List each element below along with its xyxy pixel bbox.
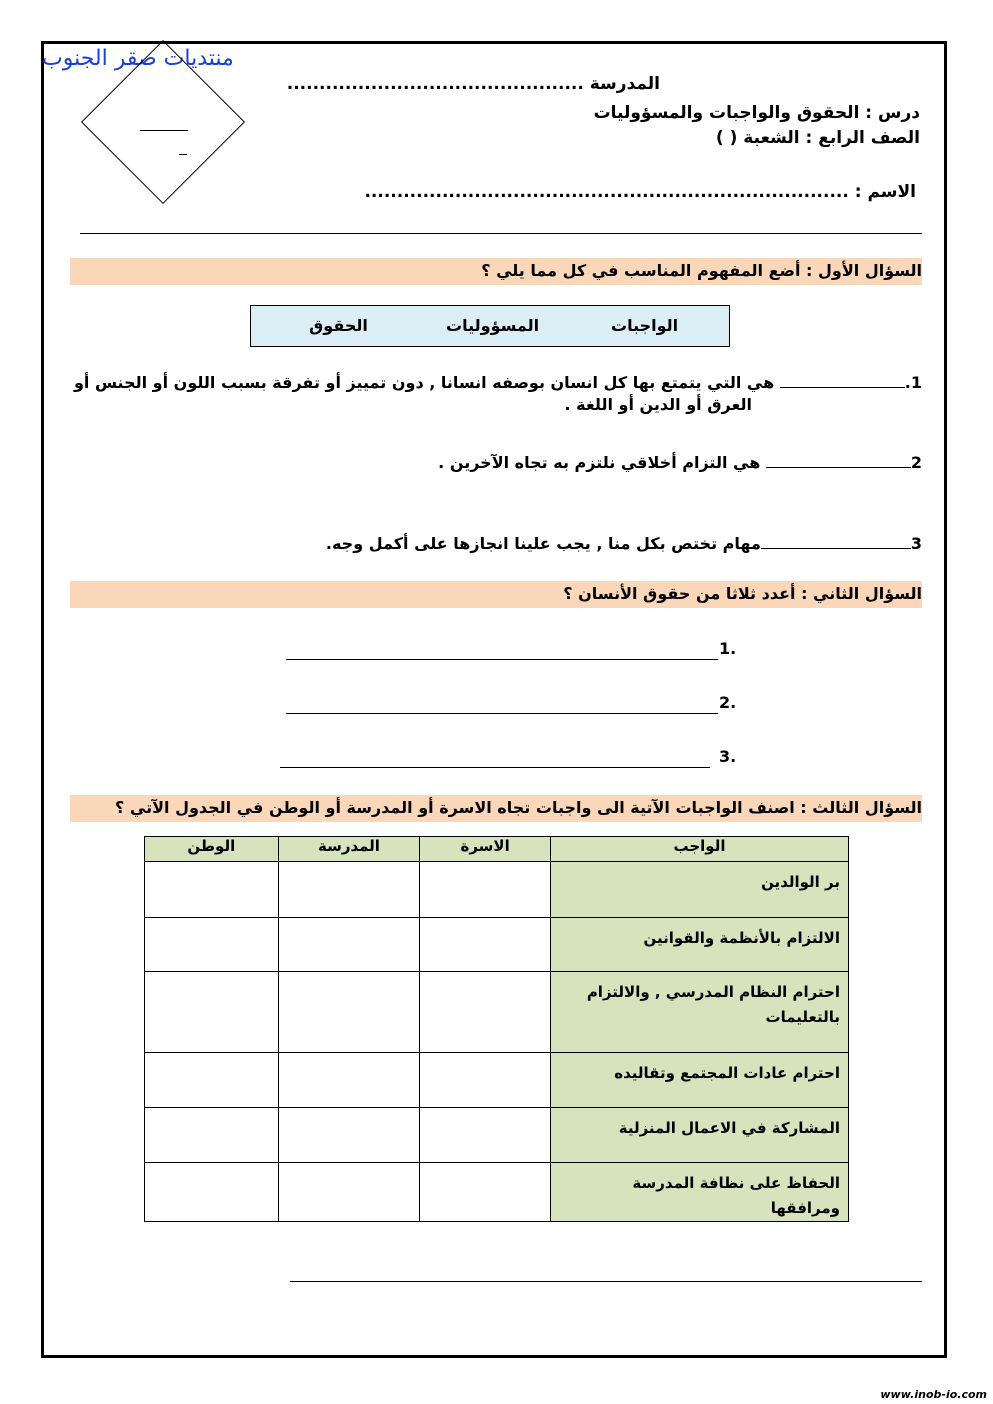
concept-box [250,305,730,347]
table-row [145,862,849,918]
q1-item-2-text: هي التزام أخلاقي نلتزم به تجاه الآخرين . [438,453,761,472]
q1-item-2-blank[interactable] [766,467,911,468]
q1-item-3-text: مهام تختص بكل منا , يجب علينا انجازها على أكمل وجه. [325,534,761,553]
school-field: المدرسة .............................................. [286,74,660,94]
concept-duties: الواجبات [611,316,679,335]
family-cell[interactable] [420,972,551,1053]
q2-item-2-blank[interactable] [286,713,718,714]
duty-cell: المشاركة في الاعمال المنزلية [550,1108,848,1163]
duty-cell: احترام النظام المدرسي , والالتزام بالتعليمات [550,972,848,1053]
table-row [145,918,849,972]
q1-item-1-number: 1. [904,373,922,392]
q1-item-1 [73,372,922,416]
school-cell[interactable] [278,1053,420,1108]
grade-field: الصف الرابع : الشعبة ( ) [715,128,920,148]
table-row [145,1163,849,1222]
family-cell[interactable] [420,1053,551,1108]
table-row [145,1108,849,1163]
homeland-cell[interactable] [145,1053,279,1108]
col-school: المدرسة [278,837,420,862]
duty-cell: بر الوالدين [550,862,848,918]
duty-cell: الالتزام بالأنظمة والقوانين [550,918,848,972]
lesson-title: درس : الحقوق والواجبات والمسؤوليات [593,103,920,123]
q1-title: السؤال الأول : أضع المفهوم المناسب في كل مما يلي ؟ [481,261,922,280]
duty-cell: احترام عادات المجتمع وتقاليده [550,1053,848,1108]
q1-item-3-blank[interactable] [761,548,911,549]
table-row [145,1053,849,1108]
q2-item-2-number: 2. [719,693,737,712]
q1-item-2-number: 2 [910,453,922,472]
family-cell[interactable] [420,918,551,972]
family-cell[interactable] [420,862,551,918]
family-cell[interactable] [420,1163,551,1222]
homeland-cell[interactable] [145,862,279,918]
q1-item-1-text: هي التي يتمتع بها كل انسان بوصفه انسانا , دون تمييز أو تفرقة بسبب اللون أو الجنس أو [73,373,775,392]
q1-item-1-blank[interactable] [780,387,905,388]
q2-item-1-number: 1. [719,639,737,658]
school-cell[interactable] [278,972,420,1053]
name-field: الاسم : ........................................................................... [364,182,916,202]
school-cell[interactable] [278,918,420,972]
col-homeland: الوطن [145,837,279,862]
q2-item-3-number: 3. [719,747,737,766]
q1-item-2 [438,452,922,474]
school-cell[interactable] [278,1108,420,1163]
school-cell[interactable] [278,1163,420,1222]
col-duty: الواجب [550,837,848,862]
concept-rights: الحقوق [309,316,368,335]
header-separator [80,233,922,234]
q2-title: السؤال الثاني : أعدد ثلاثا من حقوق الأنسان ؟ [563,584,922,603]
school-cell[interactable] [278,862,420,918]
q1-item-1-text-2: العرق أو الدين أو اللغة . [564,395,752,414]
footer-line [290,1281,922,1282]
duty-cell: الحفاظ على نظافة المدرسة ومرافقها [550,1163,848,1222]
grade-line [140,130,188,131]
homeland-cell[interactable] [145,1108,279,1163]
q1-item-3 [326,533,922,555]
site-url: www.inob-io.com [880,1388,987,1401]
duties-table [144,836,849,1222]
q2-item-3-blank[interactable] [280,767,710,768]
homeland-cell[interactable] [145,918,279,972]
family-cell[interactable] [420,1108,551,1163]
q2-item-1-blank[interactable] [286,659,718,660]
q3-title: السؤال الثالث : اصنف الواجبات الآتية الى واجبات تجاه الاسرة أو المدرسة أو الوطن في الجدول الآتي ؟ [115,798,922,817]
homeland-cell[interactable] [145,1163,279,1222]
homeland-cell[interactable] [145,972,279,1053]
q1-item-3-number: 3 [910,534,922,553]
col-family: الاسرة [420,837,551,862]
table-row [145,972,849,1053]
concept-responsibilities: المسؤوليات [446,316,540,335]
watermark-text: منتديات صقر الجنوب [42,46,234,71]
grade-line-short [179,154,187,155]
